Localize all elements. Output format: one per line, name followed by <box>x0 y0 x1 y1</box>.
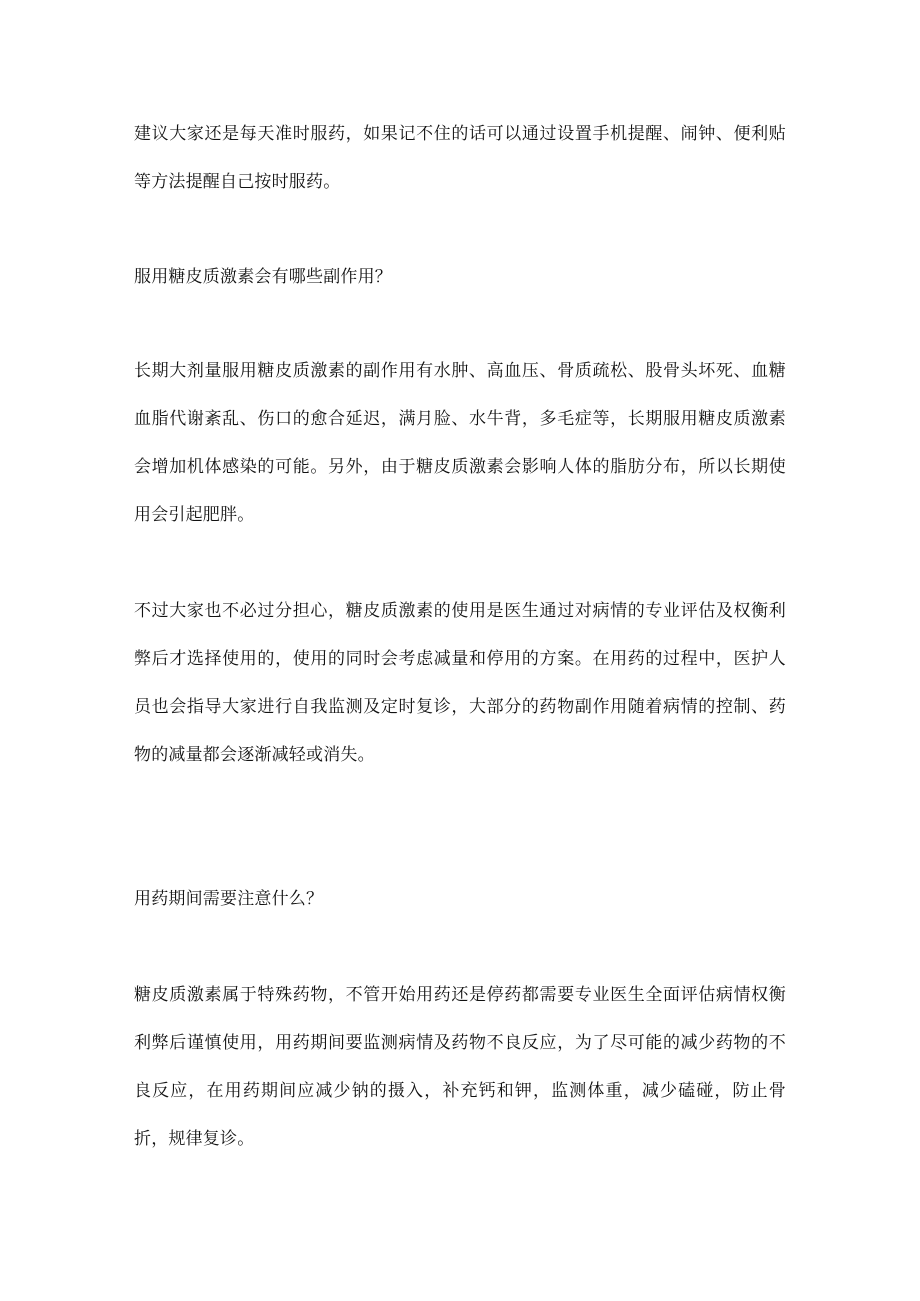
paragraph-reassurance: 不过大家也不必过分担心，糖皮质激素的使用是医生通过对病情的专业评估及权衡利弊后才选择使用的，使用的同时会考虑减量和停用的方案。在用药的过程中，医护人员也会指导大家进行自我监测及定时复诊，大部分的药物副作用随着病情的控制、药物的减量都会逐渐减轻或消失。 <box>134 601 786 765</box>
heading-precautions: 用药期间需要注意什么？ <box>134 889 324 909</box>
heading-side-effects: 服用糖皮质激素会有哪些副作用？ <box>134 267 392 287</box>
paragraph-precautions: 糖皮质激素属于特殊药物，不管开始用药还是停药都需要专业医生全面评估病情权衡利弊后谨慎使用，用药期间要监测病情及药物不良反应，为了尽可能的减少药物的不良反应，在用药期间应减少钠的摄入，补充钙和钾，监测体重，减少磕碰，防止骨折，规律复诊。 <box>134 985 786 1149</box>
paragraph-medication-reminder: 建议大家还是每天准时服药，如果记不住的话可以通过设置手机提醒、闹钟、便利贴等方法提醒自己按时服药。 <box>134 124 786 192</box>
paragraph-side-effects: 长期大剂量服用糖皮质激素的副作用有水肿、高血压、骨质疏松、股骨头坏死、血糖血脂代谢紊乱、伤口的愈合延迟，满月脸、水牛背，多毛症等，长期服用糖皮质激素会增加机体感染的可能。另外，由于糖皮质激素会影响人体的脂肪分布，所以长期使用会引起肥胖。 <box>134 361 786 525</box>
